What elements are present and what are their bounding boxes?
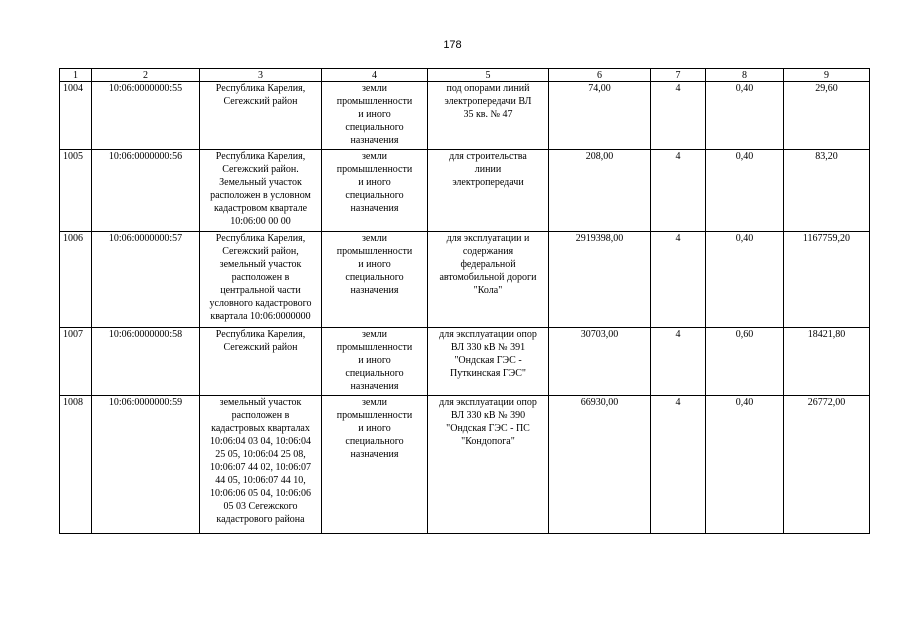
cell-col8: 0,40 [706,150,784,232]
cell-location: Республика Карелия, Сегежский район [200,328,322,396]
cell-number: 1005 [60,150,92,232]
cell-land-category: земли промышленности и иного специального назначения [322,150,428,232]
header-col-5: 5 [428,69,549,82]
cell-purpose: для эксплуатации опор ВЛ 330 кВ № 390 "Ондская ГЭС - ПС "Кондопога" [428,396,549,534]
cell-col9: 83,20 [784,150,870,232]
cell-purpose: для эксплуатации и содержания федеральной автомобильной дороги "Кола" [428,232,549,328]
cell-area: 2919398,00 [549,232,651,328]
header-col-2: 2 [92,69,200,82]
cell-col8: 0,60 [706,328,784,396]
land-plots-table [59,68,870,534]
header-col-1: 1 [60,69,92,82]
cell-cadastral-number: 10:06:0000000:58 [92,328,200,396]
header-col-8: 8 [706,69,784,82]
header-col-9: 9 [784,69,870,82]
table-row [60,150,870,232]
cell-number: 1007 [60,328,92,396]
cell-location: земельный участок расположен в кадастровых кварталах 10:06:04 03 04, 10:06:04 25 05, 10:06:04 25 08, 10:06:07 44 02, 10:06:07 44 05, 10:06:07 44 10, 10:06:06 05 04, 10:06:06 05 03 Сегежского кадастрового района [200,396,322,534]
table-row [60,82,870,150]
cell-col9: 29,60 [784,82,870,150]
cell-col7: 4 [651,232,706,328]
header-col-6: 6 [549,69,651,82]
cell-area: 66930,00 [549,396,651,534]
cell-purpose: для эксплуатации опор ВЛ 330 кВ № 391 "Ондская ГЭС - Путкинская ГЭС" [428,328,549,396]
cell-location: Республика Карелия, Сегежский район. Земельный участок расположен в условном кадастровом квартале 10:06:00 00 00 [200,150,322,232]
cell-number: 1006 [60,232,92,328]
cell-col7: 4 [651,150,706,232]
cell-cadastral-number: 10:06:0000000:57 [92,232,200,328]
cell-number: 1004 [60,82,92,150]
cell-cadastral-number: 10:06:0000000:55 [92,82,200,150]
cell-land-category: земли промышленности и иного специального назначения [322,82,428,150]
cell-number: 1008 [60,396,92,534]
cell-col8: 0,40 [706,396,784,534]
cell-location: Республика Карелия, Сегежский район, земельный участок расположен в центральной части условного кадастрового квартала 10:06:0000000 [200,232,322,328]
table-row [60,328,870,396]
cell-cadastral-number: 10:06:0000000:59 [92,396,200,534]
cell-col9: 1167759,20 [784,232,870,328]
header-col-3: 3 [200,69,322,82]
header-col-4: 4 [322,69,428,82]
cell-area: 208,00 [549,150,651,232]
cell-col9: 18421,80 [784,328,870,396]
cell-col7: 4 [651,82,706,150]
cell-land-category: земли промышленности и иного специального назначения [322,396,428,534]
table-header [60,69,870,82]
table-row [60,232,870,328]
cell-purpose: под опорами линий электропередачи ВЛ 35 кв. № 47 [428,82,549,150]
cell-col8: 0,40 [706,232,784,328]
cell-land-category: земли промышленности и иного специального назначения [322,328,428,396]
cell-cadastral-number: 10:06:0000000:56 [92,150,200,232]
cell-col7: 4 [651,396,706,534]
cell-area: 30703,00 [549,328,651,396]
cell-land-category: земли промышленности и иного специального назначения [322,232,428,328]
cell-purpose: для строительства линии электропередачи [428,150,549,232]
cell-col7: 4 [651,328,706,396]
cell-col8: 0,40 [706,82,784,150]
header-col-7: 7 [651,69,706,82]
cell-col9: 26772,00 [784,396,870,534]
page-number: 178 [443,39,462,51]
cell-area: 74,00 [549,82,651,150]
cell-location: Республика Карелия, Сегежский район [200,82,322,150]
table-row [60,396,870,534]
